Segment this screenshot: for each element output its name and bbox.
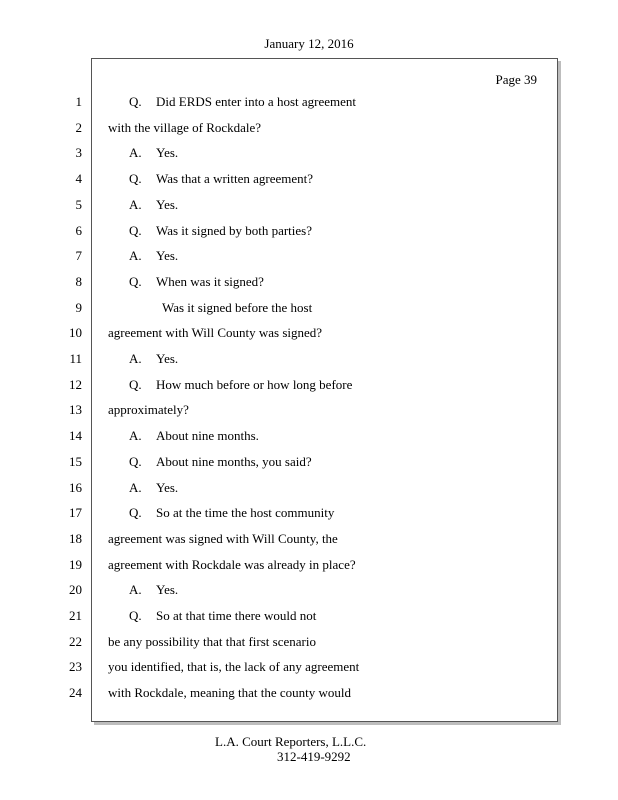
speaker-tag: Q. — [129, 505, 142, 521]
line-text — [129, 247, 178, 265]
line-number: 11 — [69, 351, 82, 366]
line-number: 2 — [75, 119, 82, 135]
speaker-tag: Q. — [129, 94, 142, 109]
line-content: approximately? — [108, 402, 189, 418]
line-number: 4 — [75, 171, 82, 187]
line-text — [129, 273, 264, 291]
line-content: Did ERDS enter into a host agreement — [156, 94, 357, 109]
line-content: be any possibility that that first scenario — [108, 633, 316, 649]
line-text — [129, 376, 352, 394]
transcript-line — [75, 119, 557, 137]
line-number: 17 — [69, 505, 82, 521]
line-content: you identified, that is, the lack of any agreement — [108, 659, 360, 675]
line-content: agreement was signed with Will County, the — [108, 530, 338, 546]
line-text — [129, 607, 316, 625]
line-number: 22 — [69, 633, 82, 649]
transcript-line — [69, 453, 557, 471]
line-text — [108, 401, 189, 419]
transcript-line — [69, 350, 557, 368]
line-content: Yes. — [156, 145, 179, 161]
line-number: 24 — [69, 685, 82, 701]
speaker-tag: Q. — [129, 453, 142, 469]
line-text — [108, 530, 338, 548]
line-text — [129, 350, 178, 368]
line-content: Was it signed before the host — [162, 299, 313, 315]
transcript-line — [75, 247, 557, 265]
line-number: 10 — [69, 325, 82, 341]
transcript-line — [69, 607, 557, 625]
line-content: agreement with Will County was signed? — [108, 325, 323, 341]
transcript-line — [69, 401, 557, 419]
line-content: agreement with Rockdale was already in place? — [108, 556, 356, 572]
line-text — [129, 144, 178, 162]
speaker-tag: A. — [129, 479, 142, 495]
speaker-tag: A. — [129, 248, 142, 264]
transcript-line — [69, 633, 557, 651]
speaker-tag: A. — [129, 145, 142, 161]
transcript-line — [69, 556, 557, 574]
line-content: About nine months. — [156, 428, 259, 444]
line-text — [162, 299, 312, 317]
speaker-tag: A. — [129, 196, 142, 212]
court-reporter-phone: 312-419-9292 — [277, 749, 351, 764]
line-text — [129, 170, 313, 188]
line-content: Was that a written agreement? — [156, 171, 314, 187]
transcript-line — [75, 93, 557, 111]
transcript-line — [75, 273, 557, 291]
line-number: 15 — [69, 453, 82, 469]
line-content: Yes. — [156, 248, 179, 264]
line-number: 13 — [69, 402, 82, 418]
line-number: 3 — [75, 145, 82, 161]
line-content: When was it signed? — [156, 273, 264, 289]
line-content: How much before or how long before — [156, 376, 353, 392]
line-number: 23 — [69, 659, 82, 675]
line-number: 12 — [69, 376, 82, 392]
transcript-line — [69, 504, 557, 522]
line-content: So at the time the host community — [156, 505, 335, 521]
line-content: Yes. — [156, 479, 179, 495]
line-number: 16 — [69, 479, 82, 495]
line-text — [108, 633, 316, 651]
line-content: About nine months, you said? — [156, 453, 312, 469]
transcript-line — [75, 196, 557, 214]
line-text — [129, 427, 259, 445]
line-content: So at that time there would not — [156, 608, 317, 623]
line-number: 20 — [69, 582, 82, 598]
line-content: Was it signed by both parties? — [156, 222, 313, 238]
line-number: 5 — [75, 196, 82, 212]
line-content: with the village of Rockdale? — [108, 119, 262, 135]
speaker-tag: Q. — [129, 376, 142, 392]
transcript-date: January 12, 2016 — [264, 36, 354, 51]
transcript-line — [75, 170, 557, 188]
transcript-line — [75, 299, 557, 317]
line-text — [129, 581, 178, 599]
transcript-line — [75, 144, 557, 162]
line-text — [129, 453, 312, 471]
line-text — [108, 658, 359, 676]
line-number: 6 — [75, 222, 82, 238]
transcript-line — [69, 684, 557, 702]
line-content: with Rockdale, meaning that the county would — [108, 685, 351, 701]
line-number: 7 — [75, 248, 82, 264]
line-text — [108, 119, 261, 137]
speaker-tag: Q. — [129, 171, 142, 187]
transcript-page — [69, 58, 558, 722]
transcript-line — [69, 530, 557, 548]
line-number: 8 — [75, 273, 82, 289]
line-text — [108, 684, 351, 702]
transcript-line — [69, 324, 557, 342]
speaker-tag: A. — [129, 582, 142, 598]
line-text — [129, 93, 356, 111]
transcript-line — [69, 658, 557, 676]
line-content: Yes. — [156, 196, 179, 212]
transcript-line — [69, 581, 557, 599]
line-text — [129, 504, 334, 522]
line-number: 18 — [69, 530, 82, 546]
line-text — [129, 222, 312, 240]
line-number: 21 — [69, 608, 82, 623]
line-text — [129, 479, 178, 497]
speaker-tag: A. — [129, 351, 142, 366]
line-text — [129, 196, 178, 214]
speaker-tag: A. — [129, 428, 142, 444]
transcript-line — [69, 479, 557, 497]
court-reporter-name: L.A. Court Reporters, L.L.C. — [215, 734, 367, 749]
transcript-line — [75, 222, 557, 240]
speaker-tag: Q. — [129, 273, 142, 289]
line-number: 14 — [69, 428, 82, 444]
transcript-line — [69, 427, 557, 445]
transcript-line — [69, 376, 557, 394]
page-number: Page 39 — [495, 72, 537, 87]
line-number: 9 — [75, 299, 82, 315]
line-text — [108, 324, 322, 342]
line-text — [108, 556, 356, 574]
line-number: 1 — [75, 94, 82, 109]
line-content: Yes. — [156, 351, 179, 366]
line-content: Yes. — [156, 582, 179, 598]
speaker-tag: Q. — [129, 608, 142, 623]
speaker-tag: Q. — [129, 222, 142, 238]
line-number: 19 — [69, 556, 82, 572]
